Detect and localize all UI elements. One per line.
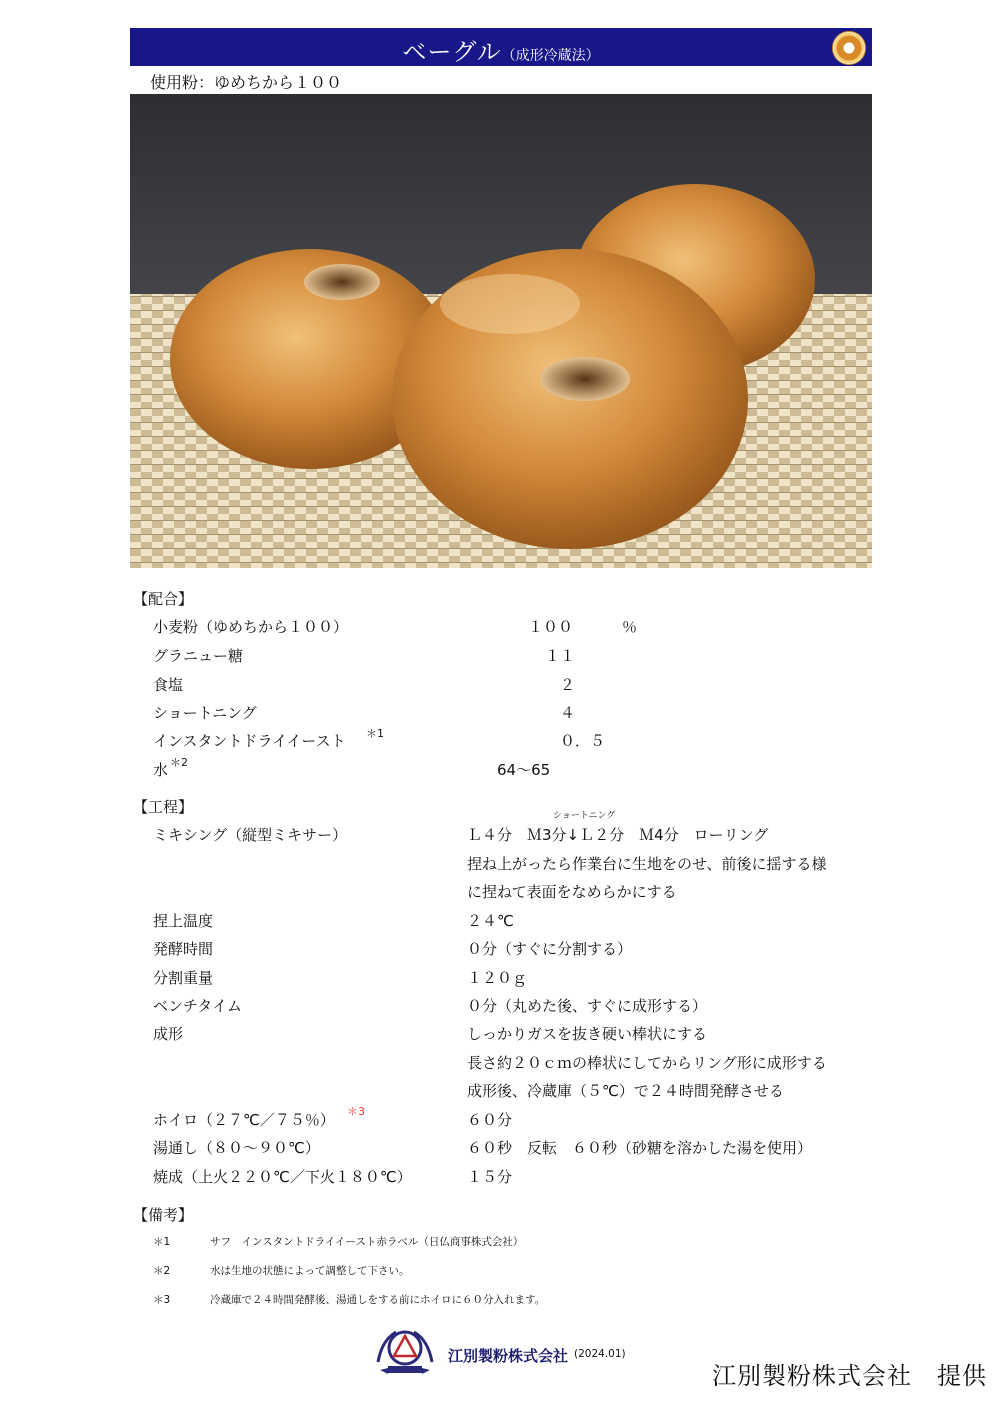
bagel-photo-illustration xyxy=(130,94,872,568)
note-mark: ＊2 xyxy=(153,1265,171,1277)
process-step-name: 成形 xyxy=(153,1025,184,1043)
formula-note-mark: ＊2 xyxy=(170,756,188,769)
process-step-name: ミキシング（縦型ミキサー） xyxy=(153,826,348,844)
process-step-name: ベンチタイム xyxy=(153,997,242,1015)
formula-name: 食塩 xyxy=(153,676,184,694)
note-text: 冷蔵庫で２４時間発酵後、湯通しをする前にホイロに６０分入れます。 xyxy=(210,1294,546,1306)
process-note-mark: ＊3 xyxy=(347,1105,365,1118)
process-step-detail: ２４℃ xyxy=(467,912,514,930)
provided-by-stamp: 江別製粉株式会社 提供 xyxy=(712,1362,987,1390)
formula-note-mark: ＊1 xyxy=(366,727,384,740)
formula-heading: 【配合】 xyxy=(133,590,194,608)
process-step-name: 捏上温度 xyxy=(153,912,214,930)
bagel-logo-icon xyxy=(832,31,866,65)
note-text: 水は生地の状態によって調整して下さい。 xyxy=(210,1265,410,1277)
formula-name: 水 xyxy=(153,761,169,779)
process-heading: 【工程】 xyxy=(133,798,194,816)
formula-value: １００ xyxy=(528,618,574,636)
process-step-detail: １５分 xyxy=(467,1168,513,1186)
company-emblem xyxy=(374,1322,436,1380)
mixing-annotation: ショートニング xyxy=(553,811,616,821)
formula-value: 64～65 xyxy=(497,761,551,779)
formula-value: １１ xyxy=(545,647,576,665)
formula-name: ショートニング xyxy=(153,704,257,722)
footer-date: (2024.01) xyxy=(574,1348,626,1360)
note-text: サフ インスタントドライイースト赤ラベル（日仏商事株式会社） xyxy=(210,1236,524,1248)
flour-line: 使用粉：ゆめちから１００ xyxy=(150,73,343,92)
process-step-detail: に捏ねて表面をなめらかにする xyxy=(467,883,677,901)
process-step-detail: 長さ約２０ｃｍの棒状にしてからリング形に成形する xyxy=(467,1054,827,1072)
process-step-name: 発酵時間 xyxy=(153,940,214,958)
process-step-detail: ０分（丸めた後、すぐに成形する） xyxy=(467,997,708,1015)
title-subtitle: （成形冷蔵法） xyxy=(501,48,600,64)
formula-name: グラニュー糖 xyxy=(153,647,244,665)
title-bar xyxy=(130,28,872,66)
process-step-detail: ０分（すぐに分割する） xyxy=(467,940,633,958)
process-step-detail: ６０秒 反転 ６０秒（砂糖を溶かした湯を使用） xyxy=(467,1139,813,1157)
bagel-photo xyxy=(130,94,872,568)
formula-value: ２ xyxy=(560,676,576,694)
process-step-detail: Ｌ４分 Ｍ3分↓Ｌ２分 Ｍ4分 ローリング xyxy=(467,826,769,844)
note-mark: ＊3 xyxy=(153,1294,171,1306)
formula-unit: ％ xyxy=(622,618,638,636)
process-step-name: 焼成（上火２２０℃／下火１８０℃） xyxy=(153,1168,412,1186)
page-title xyxy=(130,32,872,67)
formula-value: ０．５ xyxy=(560,732,606,750)
notes-heading: 【備考】 xyxy=(133,1206,194,1224)
process-step-detail: 成形後、冷蔵庫（５℃）で２４時間発酵させる xyxy=(467,1082,784,1100)
process-step-name: ホイロ（２７℃／７５％） xyxy=(153,1111,335,1129)
formula-value: ４ xyxy=(560,704,576,722)
formula-name: 小麦粉（ゆめちから１００） xyxy=(153,618,349,636)
formula-name: インスタントドライイースト xyxy=(153,732,346,750)
process-step-detail: しっかりガスを抜き硬い棒状にする xyxy=(467,1025,708,1043)
process-step-detail: ６０分 xyxy=(467,1111,513,1129)
process-step-name: 湯通し（８０～９０℃） xyxy=(153,1139,320,1157)
note-mark: ＊1 xyxy=(153,1236,171,1248)
footer-company-name: 江別製粉株式会社 xyxy=(448,1347,569,1365)
process-step-detail: １２０ｇ xyxy=(467,969,528,987)
process-step-name: 分割重量 xyxy=(153,969,214,987)
process-step-detail: 捏ね上がったら作業台に生地をのせ、前後に揺する様 xyxy=(467,855,827,873)
title-text: ベーグル xyxy=(402,38,502,66)
company-logo-icon xyxy=(374,1322,436,1380)
